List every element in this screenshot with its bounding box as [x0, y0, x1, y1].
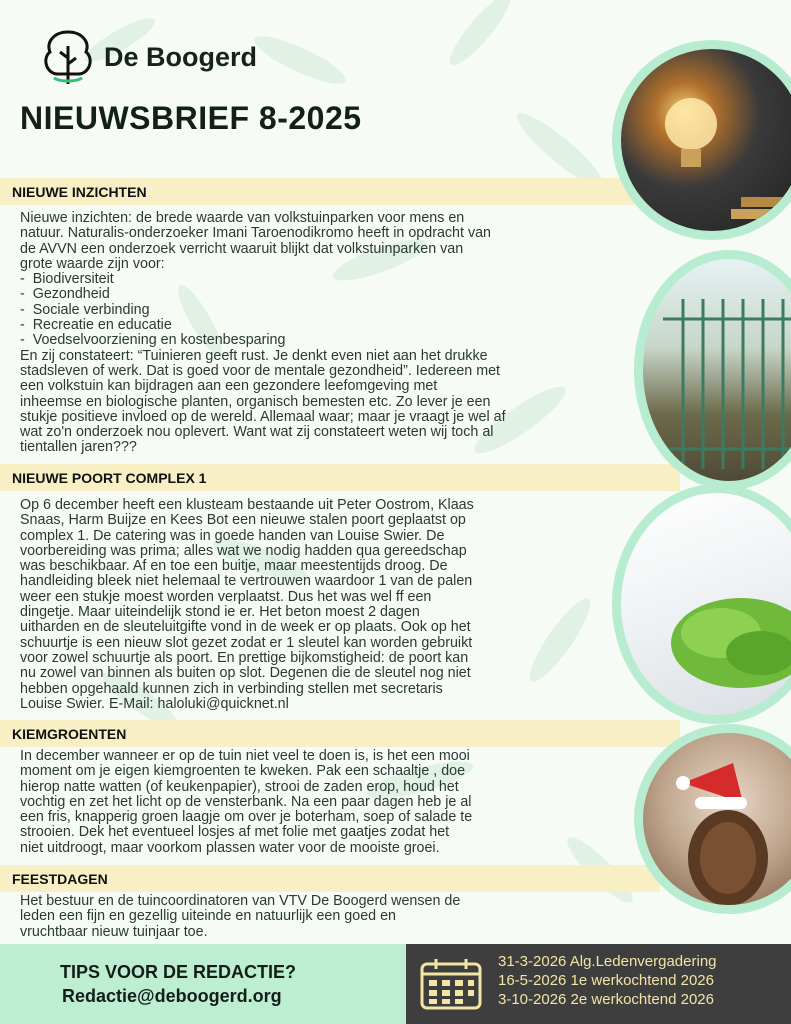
section-body-kiemgroenten: In december wanneer er op de tuin niet veel te doen is, is het een mooi moment om je eigen kiemgroenten te kweken. Pak een schaaltje , doe hierop natte watten (of keukenpapier), strooi de zaden erop, houd het vochtig en zet het licht op de vensterbank. Na een paar dagen heb je al een fris, knapperig groen laagje om over je boterham, soep of salade te strooien. Dek het eventueel losjes af met folie met gaatjes zodat het niet uitdroogt, maar voorkom plassen water voor de mooiste groei.	[20, 748, 473, 856]
section-heading: FEESTDAGEN	[12, 871, 108, 887]
section-header-nieuwe-inzichten	[0, 178, 640, 205]
section-body-nieuwe-inzichten: Nieuwe inzichten: de brede waarde van volkstuinparken voor mens en natuur. Naturalis-onderzoeker Imani Taroenodikromo heeft in opdracht van de AVVN een onderzoek verricht waaruit blijkt dat volkstuinparken van grote waarde zijn voor: - Biodiversiteit - Gezondheid - Sociale verbinding - Recreatie en educatie - Voedselvoorziening en kostenbesparing En zij constateert: “Tuinieren geeft rust. Je denkt even niet aan het drukke stadsleven of werk. Dat is goed voor de mentale gezondheid”. Iedereen met een volkstuin kan bijdragen aan een gezondere leefomgeving met inheemse en biologische planten, organisch bemesten etc. Zo lever je een stukje positieve invloed op de wereld. Allemaal waar; maar je vraagt je wel af wat zo'n onderzoek nou oplevert. Want wat zij constateert weten wij toch al tientallen jaren???	[20, 210, 506, 456]
pinecone-icon	[643, 733, 791, 914]
tree-logo-icon	[40, 28, 96, 86]
redactie-email-link[interactable]: Redactie@deboogerd.org	[62, 986, 282, 1006]
section-heading: KIEMGROENTEN	[12, 726, 127, 742]
section-header-kiemgroenten	[0, 720, 680, 747]
section-heading: NIEUWE POORT COMPLEX 1	[12, 470, 207, 486]
agenda-item: 16-5-2026 1e werkochtend 2026	[498, 972, 714, 989]
gate-icon	[643, 259, 791, 490]
sprouts-icon	[621, 493, 791, 724]
section-body-nieuwe-poort: Op 6 december heeft een klusteam bestaande uit Peter Oostrom, Klaas Snaas, Harm Buijze en Kees Bot een nieuwe stalen poort geplaatst op complex 1. De catering was in goede handen van Louise Swier. De voorbereiding was prima; alles wat we nodig hadden qua gereedschap was beschikbaar. Af en toe een buitje, maar meestentijds droog. De handleiding bleek niet helemaal te vertrouwen waardoor 1 van de palen weer een stukje moest worden verplaatst. Dus het was wel ff een dingetje. Maar uiteindelijk stond ie er. Het beton moest 2 dagen uitharden en de sleuteluitgifte vond in de week er op plaats. Ook op het schuurtje is een nieuw slot gezet zodat er 1 sleutel kan worden gebruikt voor zowel schuurtje als poort. En prettige bijkomstigheid: de poort kan nu zowel van binnen als buiten op slot. Degenen die de sleutel nog niet hebben opgehaald kunnen zich in verbinding stellen met secretaris Louise Swier. E-Mail: haloluki@quicknet.nl	[20, 497, 474, 712]
agenda-item: 31-3-2026 Alg.Ledenvergadering	[498, 953, 717, 970]
newsletter-title: NIEUWSBRIEF 8-2025	[20, 100, 362, 136]
agenda-dates	[498, 952, 717, 1009]
tips-label: TIPS VOOR DE REDACTIE?	[60, 962, 297, 982]
calendar-icon	[420, 958, 482, 1010]
brand-logo	[40, 28, 257, 86]
section-heading: NIEUWE INZICHTEN	[12, 184, 147, 200]
agenda-item: 3-10-2026 2e werkochtend 2026	[498, 991, 714, 1008]
footer-tips-panel	[0, 944, 406, 1024]
footer-agenda-panel	[406, 944, 791, 1024]
section-body-feestdagen: Het bestuur en de tuincoordinatoren van VTV De Boogerd wensen de leden een fijn en gezellig uiteinde en natuurlijk een goed en vruchtbaar nieuw tuinjaar toe.	[20, 893, 461, 940]
lightbulb-icon	[621, 49, 791, 240]
section-header-feestdagen	[0, 865, 660, 892]
section-header-nieuwe-poort	[0, 464, 680, 491]
brand-name: De Boogerd	[104, 41, 258, 72]
